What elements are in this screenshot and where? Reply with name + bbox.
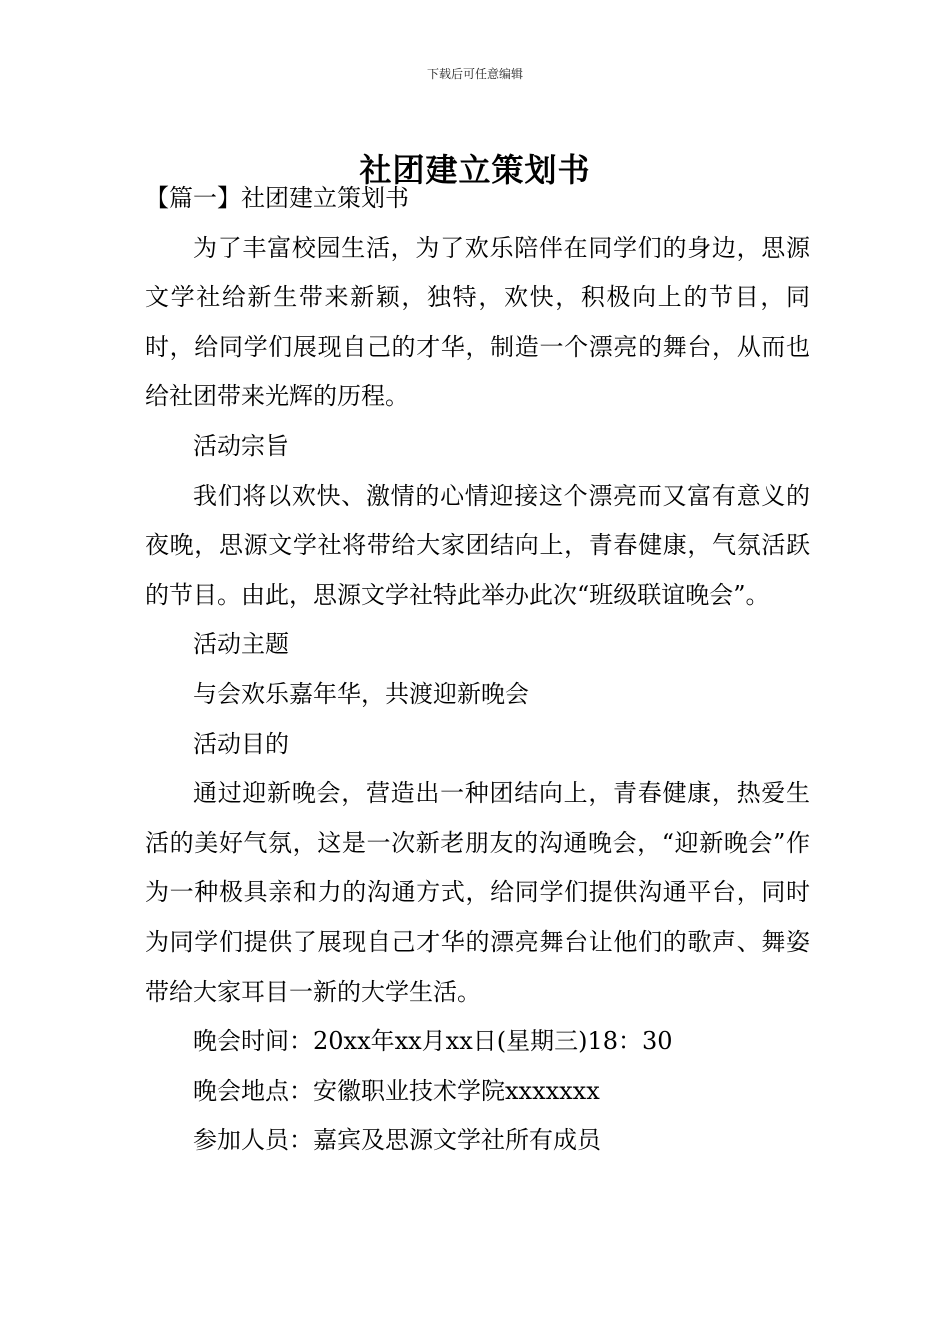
document-title: 社团建立策划书 — [359, 151, 591, 190]
event-participants: 参加人员：嘉宾及思源文学社所有成员 — [193, 1126, 601, 1155]
theme-paragraph: 与会欢乐嘉年华，共渡迎新晚会 — [193, 679, 529, 708]
event-location: 晚会地点：安徽职业技术学院xxxxxxx — [193, 1076, 600, 1105]
goal-paragraph: 通过迎新晚会，营造出一种团结向上，青春健康，热爱生活的美好气氛，这是一次新老朋友的沟通晚会，“迎新晚会”作为一种极具亲和力的沟通方式，给同学们提供沟通平台，同时为同学们提供了展现自己才华的漂亮舞台让他们的歌声、舞姿带给大家耳目一新的大学生活。 — [145, 779, 810, 1006]
purpose-paragraph: 我们将以欢快、激情的心情迎接这个漂亮而又富有意义的夜晚，思源文学社将带给大家团结向上，青春健康，气氛活跃的节目。由此，思源文学社特此举办此次“班级联谊晚会”。 — [145, 481, 810, 609]
header-note: 下载后可任意编辑 — [426, 67, 523, 81]
heading-purpose: 活动宗旨 — [193, 431, 289, 460]
heading-goal: 活动目的 — [193, 729, 289, 758]
event-time: 晚会时间：20xx年xx月xx日(星期三)18：30 — [193, 1027, 673, 1056]
document-body — [145, 174, 810, 1166]
section-heading: 【篇一】社团建立策划书 — [145, 184, 409, 212]
intro-paragraph: 为了丰富校园生活，为了欢乐陪伴在同学们的身边，思源文学社给新生带来新颖，独特，欢快，积极向上的节目，同时，给同学们展现自己的才华，制造一个漂亮的舞台，从而也给社团带来光辉的历程。 — [145, 233, 810, 411]
heading-theme: 活动主题 — [193, 630, 289, 659]
